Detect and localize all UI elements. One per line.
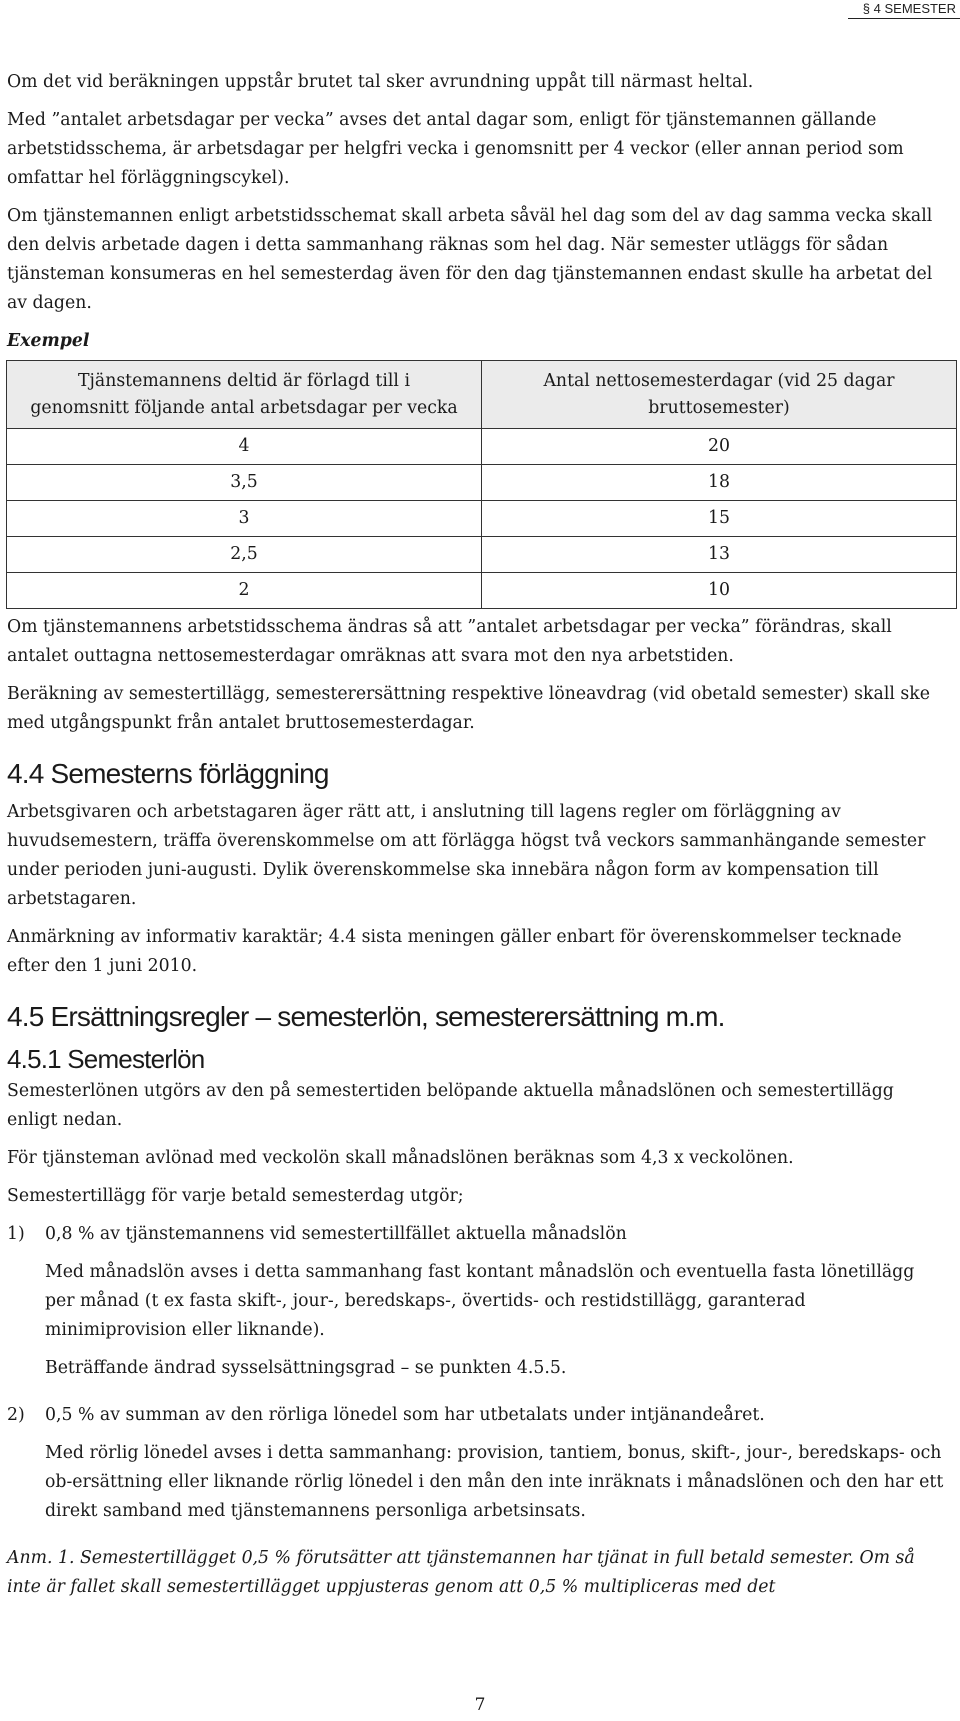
section-label: § 4 SEMESTER xyxy=(862,1,956,16)
table-row xyxy=(7,573,957,609)
paragraph-placement: Arbetsgivaren och arbetstagaren äger rätt att, i anslutning till lagens regler om förläggning av huvudsemestern, träffa överenskommelse om att förlägga högst två veckors sammanhängande semester under perioden juni-augusti. Dylik överenskommelse ska innebära någon form av kompensation till arbetstagaren. xyxy=(7,802,926,909)
cell-days: 3,5 xyxy=(7,465,482,501)
cell-days: 4 xyxy=(7,429,482,465)
table-row xyxy=(7,537,957,573)
paragraph-schedule-change: Om tjänstemannens arbetstidsschema ändras så att ”antalet arbetsdagar per vecka” förändras, skall antalet outtagna nettosemesterdagar omräknas att svara mot den nya arbetstiden. xyxy=(7,617,892,666)
list-item-number: 1) xyxy=(7,1224,25,1244)
example-table xyxy=(6,360,957,609)
cell-net: 18 xyxy=(482,465,957,501)
cell-net: 15 xyxy=(482,501,957,537)
cell-days: 2 xyxy=(7,573,482,609)
table-header-net-days: Antal nettosemesterdagar (vid 25 dagar bruttosemester) xyxy=(482,361,957,429)
list-item xyxy=(7,1220,945,1392)
document-body xyxy=(7,68,945,1611)
list-item-text: 0,5 % av summan av den rörliga lönedel som har utbetalats under intjänandeåret. xyxy=(45,1405,765,1425)
paragraph-supplement-intro: Semestertillägg för varje betald semesterdag utgör; xyxy=(7,1186,464,1206)
cell-net: 20 xyxy=(482,429,957,465)
cell-net: 13 xyxy=(482,537,957,573)
section-heading-4-5: 4.5 Ersättningsregler – semesterlön, semesterersättning m.m. xyxy=(7,1001,725,1032)
cell-days: 2,5 xyxy=(7,537,482,573)
paragraph-vacation-pay: Semesterlönen utgörs av den på semestertiden belöpande aktuella månadslönen och semestertillägg enligt nedan. xyxy=(7,1081,894,1130)
list-item-number: 2) xyxy=(7,1405,25,1425)
example-label: Exempel xyxy=(7,331,90,351)
annotation-note: Anm. 1. Semestertillägget 0,5 % förutsätter att tjänstemannen har tjänat in full betald semester. Om så inte är fallet skall semestertillägget uppjusteras genom att 0,5 % multipliceras med det xyxy=(7,1548,915,1597)
paragraph-note-4-4: Anmärkning av informativ karaktär; 4.4 sista meningen gäller enbart för överenskommelser tecknade efter den 1 juni 2010. xyxy=(7,927,902,976)
table-row xyxy=(7,501,957,537)
section-heading-4-5-1: 4.5.1 Semesterlön xyxy=(7,1044,205,1074)
header-rule xyxy=(848,18,960,19)
list-item-note: Beträffande ändrad sysselsättningsgrad – se punkten 4.5.5. xyxy=(45,1358,567,1378)
list-item-note: Med rörlig lönedel avses i detta sammanhang: provision, tantiem, bonus, skift-, jour-, beredskaps- och ob-ersättning eller liknande rörlig lönedel i den mån den inte inräknats i månadslönen och den har ett direkt samband med tjänstemannens personliga arbetsinsats. xyxy=(45,1443,944,1521)
table-row xyxy=(7,429,957,465)
page-number: 7 xyxy=(474,1695,486,1715)
table-row xyxy=(7,465,957,501)
cell-days: 3 xyxy=(7,501,482,537)
page-header xyxy=(0,0,960,19)
paragraph-part-day: Om tjänstemannen enligt arbetstidsschemat skall arbeta såväl hel dag som del av dag samma vecka skall den delvis arbetade dagen i detta sammanhang räknas som hel dag. När semester utläggs för sådan tjänsteman konsumeras en hel semesterdag även för den dag tjänstemannen endast skulle ha arbetat del av dagen. xyxy=(7,206,933,313)
paragraph-weekly-salary: För tjänsteman avlönad med veckolön skall månadslönen beräknas som 4,3 x veckolönen. xyxy=(7,1148,794,1168)
list-item-text: 0,8 % av tjänstemannens vid semestertillfället aktuella månadslön xyxy=(45,1224,627,1244)
section-heading-4-4: 4.4 Semesterns förläggning xyxy=(7,758,329,789)
cell-net: 10 xyxy=(482,573,957,609)
list-item-note: Med månadslön avses i detta sammanhang fast kontant månadslön och eventuella fasta lönetillägg per månad (t ex fasta skift-, jour-, beredskaps-, övertids- och restidstillägg, garanterad minimiprovision eller liknande). xyxy=(45,1262,915,1340)
list-item xyxy=(7,1401,945,1535)
paragraph-definition: Med ”antalet arbetsdagar per vecka” avses det antal dagar som, enligt för tjänstemannen gällande arbetstidsschema, är arbetsdagar per helgfri vecka i genomsnitt per 4 veckor (eller annan period som omfattar hel förläggningscykel). xyxy=(7,110,904,188)
table-header-days: Tjänstemannens deltid är förlagd till i genomsnitt följande antal arbetsdagar per vecka xyxy=(7,361,482,429)
paragraph-calculation: Beräkning av semestertillägg, semesterersättning respektive löneavdrag (vid obetald semester) skall ske med utgångspunkt från antalet bruttosemesterdagar. xyxy=(7,684,930,733)
table-header-row xyxy=(7,361,957,429)
paragraph-rounding: Om det vid beräkningen uppstår brutet tal sker avrundning uppåt till närmast heltal. xyxy=(7,72,754,92)
